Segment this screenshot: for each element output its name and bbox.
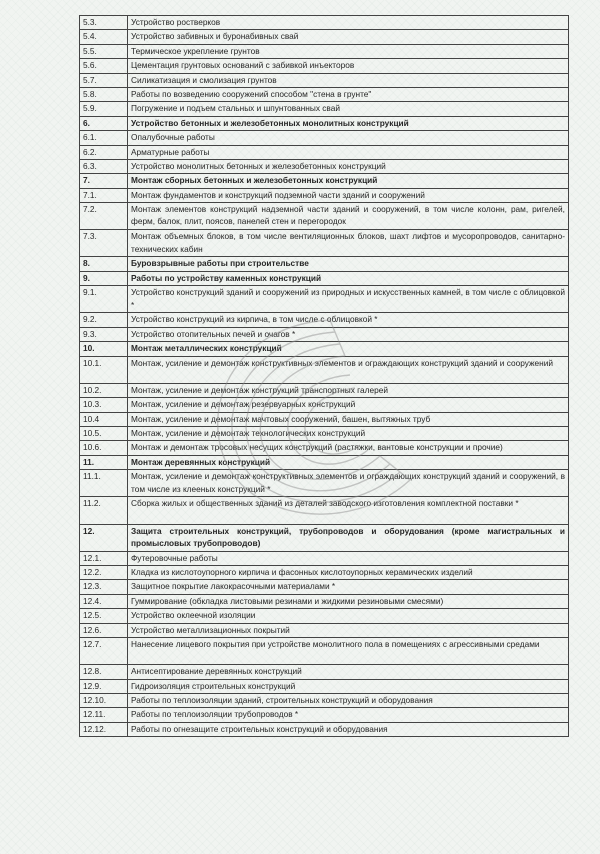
row-number: 12.9.: [80, 679, 128, 693]
row-number: 11.2.: [80, 497, 128, 524]
work-description: Сборка жилых и общественных зданий из деталей заводского изготовления комплектной поставки *: [128, 497, 569, 524]
work-description: Устройство конструкций из кирпича, в том числе с облицовкой *: [128, 313, 569, 327]
table-row: [80, 665, 569, 679]
table-row: [80, 638, 569, 665]
work-description: Кладка из кислотоупорного кирпича и фасонных кислотоупорных керамических изделий: [128, 566, 569, 580]
row-number: 5.5.: [80, 44, 128, 58]
table-row: [80, 426, 569, 440]
row-number: 6.1.: [80, 131, 128, 145]
table-row: [80, 580, 569, 594]
row-number: 5.3.: [80, 16, 128, 30]
section-title: Защита строительных конструкций, трубопроводов и оборудования (кроме магистральных и промысловых трубопроводов): [128, 524, 569, 551]
table-row: [80, 159, 569, 173]
table-row: [80, 594, 569, 608]
work-description: Устройство монолитных бетонных и железобетонных конструкций: [128, 159, 569, 173]
table-row: [80, 313, 569, 327]
table-row: [80, 87, 569, 101]
table-row: [80, 145, 569, 159]
work-description: Устройство оклеечной изоляции: [128, 609, 569, 623]
table-row: [80, 59, 569, 73]
row-number: 9.3.: [80, 327, 128, 341]
work-description: Монтаж и демонтаж тросовых несущих конструкций (растяжки, вантовые конструкции и прочие): [128, 441, 569, 455]
work-description: Футеровочные работы: [128, 551, 569, 565]
work-description: Устройство забивных и буронабивных свай: [128, 30, 569, 44]
row-number: 10.1.: [80, 356, 128, 383]
works-table-body: [80, 16, 569, 737]
work-description: Работы по теплоизоляции зданий, строительных конструкций и оборудования: [128, 694, 569, 708]
work-description: Нанесение лицевого покрытия при устройстве монолитного пола в помещениях с агрессивными средами: [128, 638, 569, 665]
work-description: Монтаж, усиление и демонтаж конструктивных элементов и ограждающих конструкций зданий и сооружений: [128, 356, 569, 383]
work-description: Устройство конструкций зданий и сооружений из природных и искусственных камней, в том числе с облицовкой *: [128, 286, 569, 313]
row-number: 5.4.: [80, 30, 128, 44]
table-row: [80, 188, 569, 202]
work-description: Антисептирование деревянных конструкций: [128, 665, 569, 679]
table-row: [80, 327, 569, 341]
work-description: Цементация грунтовых оснований с забивкой инъекторов: [128, 59, 569, 73]
section-title: Монтаж металлических конструкций: [128, 342, 569, 356]
row-number: 12.2.: [80, 566, 128, 580]
table-row: [80, 566, 569, 580]
row-number: 7.3.: [80, 230, 128, 257]
table-row: [80, 203, 569, 230]
row-number: 5.6.: [80, 59, 128, 73]
table-row: [80, 694, 569, 708]
row-number: 7.1.: [80, 188, 128, 202]
work-description: Монтаж фундаментов и конструкций подземной части зданий и сооружений: [128, 188, 569, 202]
table-row: [80, 356, 569, 383]
table-row: [80, 73, 569, 87]
row-number: 12.1.: [80, 551, 128, 565]
section-title: Монтаж деревянных конструкций: [128, 455, 569, 469]
row-number: 5.9.: [80, 102, 128, 116]
work-description: Работы по огнезащите строительных конструкций и оборудования: [128, 722, 569, 736]
row-number: 12.6.: [80, 623, 128, 637]
table-row: [80, 609, 569, 623]
table-row: [80, 44, 569, 58]
row-number: 12.: [80, 524, 128, 551]
work-description: Монтаж, усиление и демонтаж конструктивных элементов и ограждающих конструкций зданий и сооружений, в том числе из клееных конструкций *: [128, 470, 569, 497]
work-description: Монтаж, усиление и демонтаж мачтовых сооружений, башен, вытяжных труб: [128, 412, 569, 426]
section-row: [80, 257, 569, 271]
row-number: 12.4.: [80, 594, 128, 608]
table-row: [80, 722, 569, 736]
row-number: 5.8.: [80, 87, 128, 101]
works-table: [79, 15, 569, 737]
row-number: 7.2.: [80, 203, 128, 230]
row-number: 12.3.: [80, 580, 128, 594]
row-number: 6.3.: [80, 159, 128, 173]
section-row: [80, 116, 569, 130]
work-description: Работы по теплоизоляции трубопроводов *: [128, 708, 569, 722]
work-description: Устройство металлизационных покрытий: [128, 623, 569, 637]
row-number: 5.7.: [80, 73, 128, 87]
table-row: [80, 131, 569, 145]
work-description: Защитное покрытие лакокрасочными материалами *: [128, 580, 569, 594]
work-description: Монтаж объемных блоков, в том числе вентиляционных блоков, шахт лифтов и мусоропроводов, санитарно-технических кабин: [128, 230, 569, 257]
section-row: [80, 342, 569, 356]
table-row: [80, 708, 569, 722]
row-number: 9.1.: [80, 286, 128, 313]
row-number: 12.12.: [80, 722, 128, 736]
row-number: 6.2.: [80, 145, 128, 159]
table-row: [80, 398, 569, 412]
work-description: Монтаж, усиление и демонтаж конструкций транспортных галерей: [128, 383, 569, 397]
section-row: [80, 174, 569, 188]
work-description: Опалубочные работы: [128, 131, 569, 145]
row-number: 10.4: [80, 412, 128, 426]
row-number: 10.5.: [80, 426, 128, 440]
work-description: Гуммирование (обкладка листовыми резинами и жидкими резиновыми смесями): [128, 594, 569, 608]
row-number: 9.: [80, 271, 128, 285]
work-description: Работы по возведению сооружений способом "стена в грунте": [128, 87, 569, 101]
row-number: 8.: [80, 257, 128, 271]
work-description: Погружение и подъем стальных и шпунтованных свай: [128, 102, 569, 116]
table-row: [80, 497, 569, 524]
table-row: [80, 30, 569, 44]
section-title: Работы по устройству каменных конструкций: [128, 271, 569, 285]
row-number: 6.: [80, 116, 128, 130]
table-row: [80, 551, 569, 565]
table-row: [80, 102, 569, 116]
section-title: Буровзрывные работы при строительстве: [128, 257, 569, 271]
work-description: Устройство ростверков: [128, 16, 569, 30]
row-number: 12.5.: [80, 609, 128, 623]
row-number: 11.: [80, 455, 128, 469]
section-row: [80, 271, 569, 285]
table-row: [80, 286, 569, 313]
section-row: [80, 455, 569, 469]
table-row: [80, 470, 569, 497]
work-description: Монтаж элементов конструкций надземной части зданий и сооружений, в том числе колонн, рам, ригелей, ферм, балок, плит, поясов, панелей стен и перегородок: [128, 203, 569, 230]
section-row: [80, 524, 569, 551]
table-row: [80, 679, 569, 693]
table-row: [80, 230, 569, 257]
work-description: Термическое укрепление грунтов: [128, 44, 569, 58]
work-description: Гидроизоляция строительных конструкций: [128, 679, 569, 693]
row-number: 12.7.: [80, 638, 128, 665]
section-title: Монтаж сборных бетонных и железобетонных конструкций: [128, 174, 569, 188]
table-row: [80, 383, 569, 397]
work-description: Силикатизация и смолизация грунтов: [128, 73, 569, 87]
table-row: [80, 441, 569, 455]
row-number: 11.1.: [80, 470, 128, 497]
table-row: [80, 623, 569, 637]
row-number: 9.2.: [80, 313, 128, 327]
work-description: Монтаж, усиление и демонтаж резервуарных конструкций: [128, 398, 569, 412]
section-title: Устройство бетонных и железобетонных монолитных конструкций: [128, 116, 569, 130]
row-number: 12.10.: [80, 694, 128, 708]
row-number: 12.8.: [80, 665, 128, 679]
table-row: [80, 16, 569, 30]
table-row: [80, 412, 569, 426]
row-number: 10.: [80, 342, 128, 356]
work-description: Устройство отопительных печей и очагов *: [128, 327, 569, 341]
row-number: 10.2.: [80, 383, 128, 397]
row-number: 12.11.: [80, 708, 128, 722]
work-description: Арматурные работы: [128, 145, 569, 159]
row-number: 10.6.: [80, 441, 128, 455]
row-number: 7.: [80, 174, 128, 188]
work-description: Монтаж, усиление и демонтаж технологических конструкций: [128, 426, 569, 440]
row-number: 10.3.: [80, 398, 128, 412]
